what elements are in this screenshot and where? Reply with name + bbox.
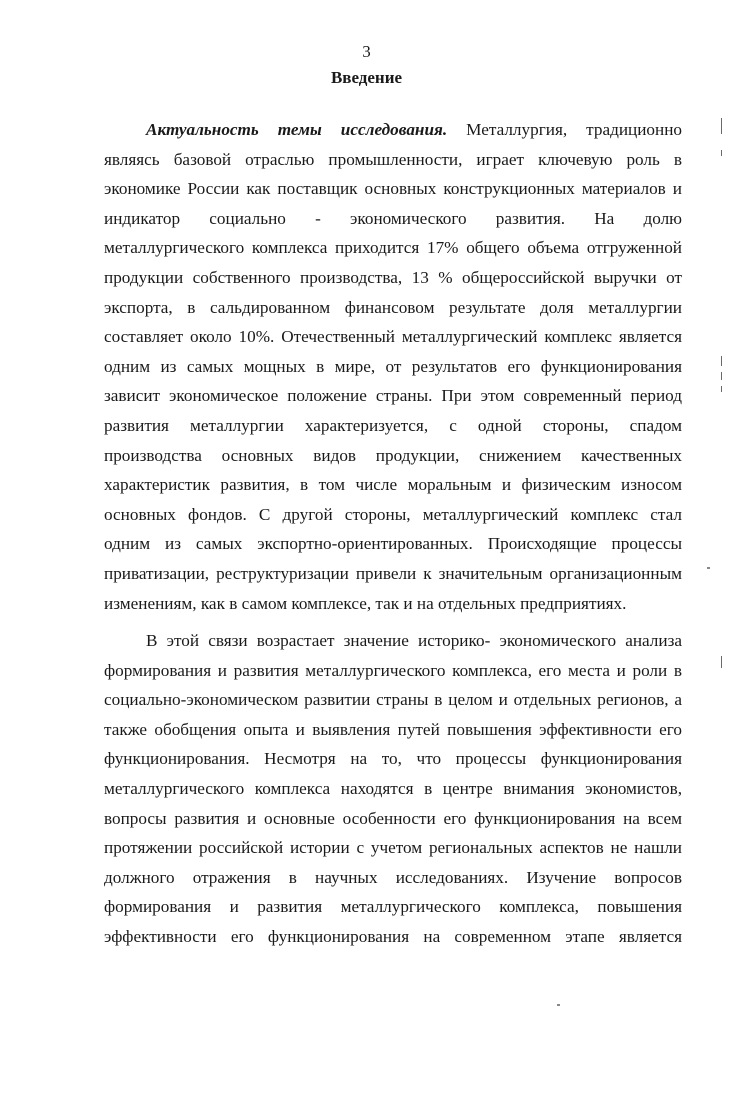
text-line: также обобщения опыта и выявления путей повышения эффективности его [104,719,682,739]
page-title: Введение [330,68,403,87]
scan-speck [707,567,710,569]
text-line: одним из самых мощных в мире, от результатов его функционирования [104,356,682,376]
text-line: протяжении российской истории с учетом региональных аспектов не нашли [104,838,682,858]
section-lead-heading: Актуальность темы исследования. [146,120,448,139]
document-body [104,115,682,952]
text-line: продукции собственного производства, 13 % общероссийской выручки от [104,267,682,287]
page-number: 3 [362,42,371,61]
scan-mark [721,372,722,380]
text-line: функционирования. Несмотря на то, что процессы функционирования [104,749,682,769]
text-line: формирования и развития металлургического комплекса, его места и роли в [104,660,682,680]
text-line [104,115,682,145]
scan-mark [721,356,722,366]
text-line: составляет около 10%. Отечественный металлургический комплекс является [104,327,682,347]
text-line: металлургического комплекса находятся в центре внимания экономистов, [104,779,682,799]
text-line: являясь базовой отраслью промышленности, играет ключевую роль в [104,149,682,169]
text-line: металлургического комплекса приходится 17% общего объема отгруженной [104,238,682,258]
text-line: одним из самых экспортно-ориентированных. Происходящие процессы [104,534,682,554]
text-line: развития металлургии характеризуется, с одной стороны, спадом [104,415,682,435]
text-line-content: Металлургия, традиционно [447,120,682,139]
paragraph-gap [104,618,682,626]
text-line: социально-экономическом развитии страны в целом и отдельных регионов, а [104,690,682,710]
text-line: производства основных видов продукции, снижением качественных [104,445,682,465]
text-line: эффективности его функционирования на современном этапе является [104,927,682,947]
scan-mark [721,118,722,134]
text-line: основных фондов. С другой стороны, металлургический комплекс стал [104,504,682,524]
text-line: должного отражения в научных исследованиях. Изучение вопросов [104,867,682,887]
text-line: вопросы развития и основные особенности его функционирования на всем [104,808,682,828]
paragraph-relevance [104,115,682,618]
text-line: зависит экономическое положение страны. При этом современный период [104,386,682,406]
scan-mark [721,150,722,156]
text-line: экономике России как поставщик основных конструкционных материалов и [104,179,682,199]
paragraph-context [104,626,682,952]
text-line: характеристик развития, в том числе моральным и физическим износом [104,475,682,495]
text-line: В этой связи возрастает значение историко- экономического анализа [146,631,682,651]
text-line: экспорта, в сальдированном финансовом результате доля металлургии [104,297,682,317]
text-line: формирования и развития металлургического комплекса, повышения [104,897,682,917]
scan-speck [557,1004,560,1006]
scan-mark [721,656,722,668]
text-line: изменениям, как в самом комплексе, так и на отдельных предприятиях. [104,593,627,613]
text-line: приватизации, реструктуризации привели к значительным организационным [104,563,682,583]
text-line: индикатор социально - экономического развития. На долю [104,208,682,228]
scan-mark [721,386,722,392]
